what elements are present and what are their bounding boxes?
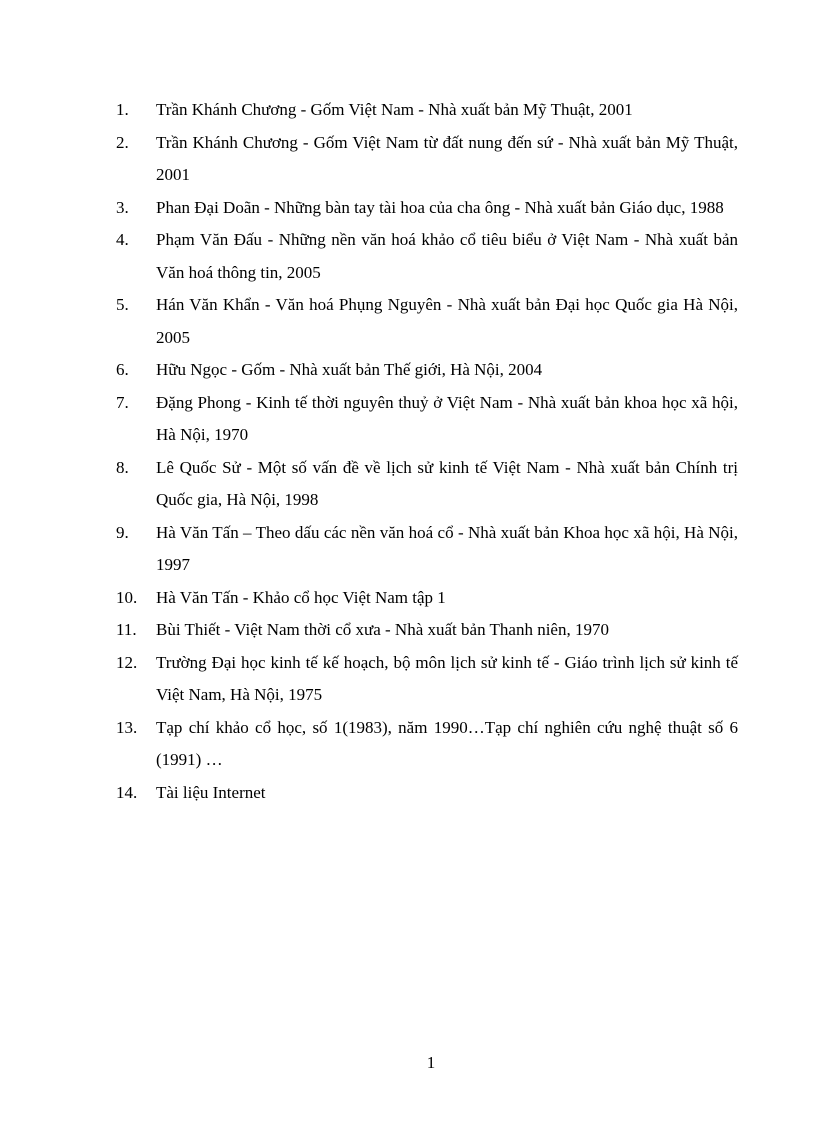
reference-text: Hà Văn Tấn – Theo dấu các nền văn hoá cổ - Nhà xuất bản Khoa học xã hội, Hà Nội, 1997: [156, 522, 738, 574]
reference-text: Phan Đại Doãn - Những bàn tay tài hoa của cha ông - Nhà xuất bản Giáo dục, 1988: [156, 197, 724, 217]
reference-item: [116, 777, 738, 810]
reference-item: [116, 452, 738, 517]
page-number: 1: [426, 1053, 436, 1072]
reference-text: Đặng Phong - Kinh tế thời nguyên thuỷ ở Việt Nam - Nhà xuất bản khoa học xã hội, Hà Nội, 1970: [156, 392, 738, 444]
reference-text: Bùi Thiết - Việt Nam thời cổ xưa - Nhà xuất bản Thanh niên, 1970: [156, 620, 609, 639]
reference-number: 6.: [116, 360, 129, 379]
reference-text: Lê Quốc Sử - Một số vấn đề về lịch sử kinh tế Việt Nam - Nhà xuất bản Chính trị Quốc gia, Hà Nội, 1998: [156, 457, 738, 509]
reference-item: [116, 712, 738, 777]
reference-item: [116, 289, 738, 354]
reference-number: 13.: [116, 717, 138, 737]
reference-item: [116, 517, 738, 582]
reference-text: Hữu Ngọc - Gốm - Nhà xuất bản Thế giới, Hà Nội, 2004: [156, 360, 543, 379]
reference-number: 10.: [116, 587, 138, 607]
reference-item: [116, 192, 738, 225]
reference-item: [116, 354, 738, 387]
reference-number: 1.: [116, 100, 129, 119]
reference-number: 4.: [116, 230, 129, 249]
reference-number: 5.: [116, 295, 129, 314]
reference-item: [116, 127, 738, 192]
reference-text: Hán Văn Khẩn - Văn hoá Phụng Nguyên - Nhà xuất bản Đại học Quốc gia Hà Nội, 2005: [156, 295, 738, 347]
reference-text: Tài liệu Internet: [156, 782, 266, 802]
reference-number: 9.: [116, 522, 129, 542]
reference-number: 11.: [116, 620, 137, 639]
reference-item: [116, 614, 738, 647]
reference-text: Tạp chí khảo cổ học, số 1(1983), năm 1990…Tạp chí nghiên cứu nghệ thuật số 6 (1991) …: [156, 717, 738, 769]
reference-text: Phạm Văn Đấu - Những nền văn hoá khảo cổ tiêu biểu ở Việt Nam - Nhà xuất bản Văn hoá thông tin, 2005: [156, 230, 738, 282]
reference-text: Hà Văn Tấn - Khảo cổ học Việt Nam tập 1: [156, 587, 446, 607]
reference-item: [116, 582, 738, 615]
reference-text: Trường Đại học kinh tế kế hoạch, bộ môn lịch sử kinh tế - Giáo trình lịch sử kinh tế Việt Nam, Hà Nội, 1975: [156, 652, 738, 704]
reference-number: 14.: [116, 782, 138, 802]
reference-number: 3.: [116, 197, 129, 217]
reference-number: 7.: [116, 392, 129, 412]
reference-list: [116, 94, 738, 809]
reference-item: [116, 387, 738, 452]
reference-item: [116, 647, 738, 712]
reference-number: 12.: [116, 652, 138, 672]
reference-item: [116, 224, 738, 289]
reference-text: Trần Khánh Chương - Gốm Việt Nam từ đất nung đến sứ - Nhà xuất bản Mỹ Thuật, 2001: [156, 132, 738, 184]
reference-number: 8.: [116, 457, 129, 477]
reference-number: 2.: [116, 132, 129, 152]
reference-text: Trần Khánh Chương - Gốm Việt Nam - Nhà xuất bản Mỹ Thuật, 2001: [156, 100, 633, 119]
reference-item: [116, 94, 738, 127]
